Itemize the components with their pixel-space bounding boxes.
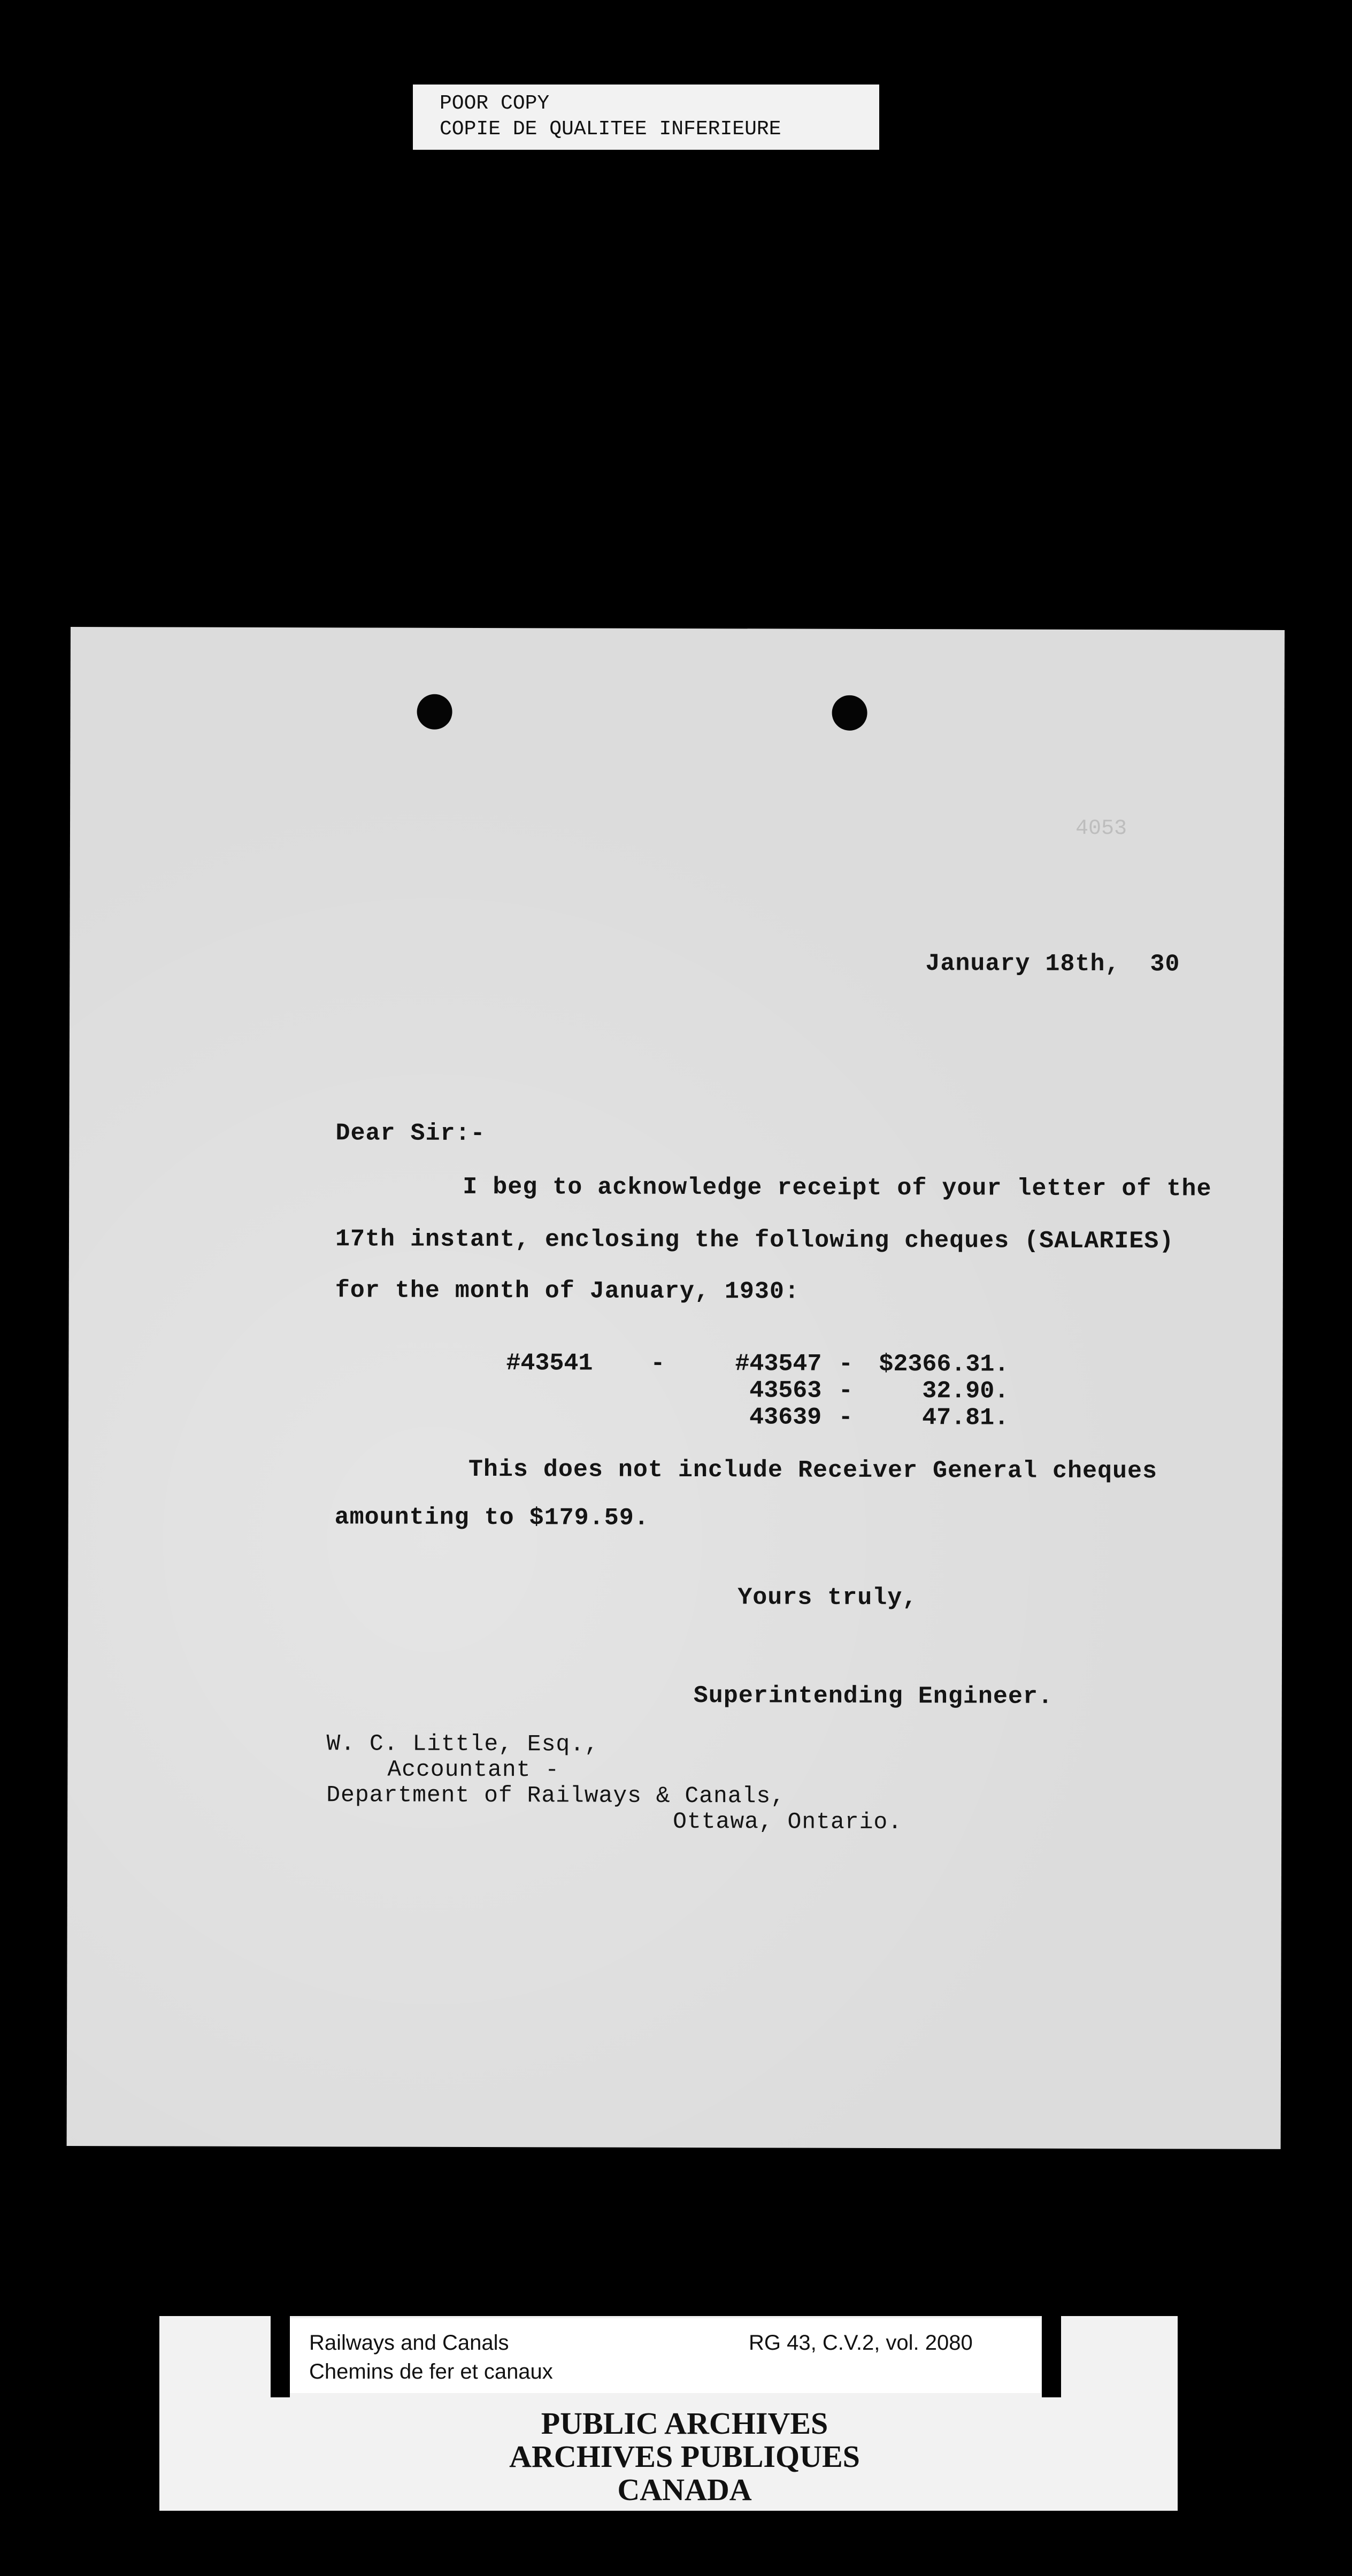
cheque-row <box>506 1404 1009 1431</box>
signature-title: Superintending Engineer. <box>693 1682 1053 1711</box>
cheque-row <box>506 1350 1009 1378</box>
poor-copy-notice <box>413 85 879 150</box>
file-number-stamp: 4053 <box>1075 816 1127 841</box>
letter-date: January 18th, 30 <box>925 950 1180 978</box>
recipient-city: Ottawa, Ontario. <box>673 1808 903 1836</box>
archive-reference-box <box>290 2318 1041 2393</box>
body-line-2: 17th instant, enclosing the following cheques (SALARIES) <box>335 1225 1174 1255</box>
cheque-dash: - <box>838 1404 853 1431</box>
archive-reference: RG 43, C.V.2, vol. 2080 <box>749 2331 973 2355</box>
salutation: Dear Sir:- <box>335 1120 486 1148</box>
letter-page <box>67 627 1285 2149</box>
recipient-name: W. C. Little, Esq., <box>326 1730 599 1758</box>
label-tab-right <box>1042 2316 1061 2397</box>
cheque-to: 43563 <box>749 1377 822 1405</box>
cheque-row <box>506 1377 1009 1405</box>
recipient-department: Department of Railways & Canals, <box>326 1782 786 1810</box>
cheque-from <box>506 1377 650 1404</box>
fonds-name-fr: Chemins de fer et canaux <box>309 2360 553 2383</box>
punch-hole-left <box>417 694 452 730</box>
note-line-2: amounting to $179.59. <box>334 1504 649 1532</box>
institution-line-country: CANADA <box>617 2472 752 2507</box>
cheque-amount: 32.90. <box>922 1377 1009 1405</box>
poor-copy-line-en: POOR COPY <box>440 92 550 115</box>
body-line-3: for the month of January, 1930: <box>335 1277 800 1306</box>
punch-hole-right <box>832 695 867 731</box>
fonds-name-en: Railways and Canals <box>309 2331 509 2355</box>
cheque-from: #43541 <box>506 1350 593 1377</box>
cheque-amount: $2366.31. <box>879 1350 1009 1378</box>
cheque-separator: - <box>650 1350 665 1377</box>
institution-line-en: PUBLIC ARCHIVES <box>541 2406 828 2441</box>
closing: Yours truly, <box>738 1584 918 1612</box>
cheque-separator <box>650 1404 698 1431</box>
poor-copy-line-fr: COPIE DE QUALITEE INFERIEURE <box>440 118 781 141</box>
body-line-1: I beg to acknowledge receipt of your letter of the <box>463 1173 1212 1203</box>
cheque-to: 43639 <box>749 1404 822 1431</box>
institution-line-fr: ARCHIVES PUBLIQUES <box>509 2439 860 2474</box>
cheque-amount: 47.81. <box>922 1404 1009 1432</box>
cheque-dash: - <box>838 1377 853 1405</box>
label-tab-left <box>271 2316 290 2397</box>
archives-institution <box>396 2407 973 2506</box>
recipient-title: Accountant - <box>387 1756 560 1783</box>
cheque-list <box>506 1350 1009 1431</box>
cheque-to: #43547 <box>735 1350 822 1378</box>
cheque-dash: - <box>838 1350 853 1378</box>
cheque-separator <box>650 1377 698 1404</box>
note-line-1: This does not include Receiver General cheques <box>468 1455 1158 1485</box>
cheque-from <box>506 1404 650 1431</box>
